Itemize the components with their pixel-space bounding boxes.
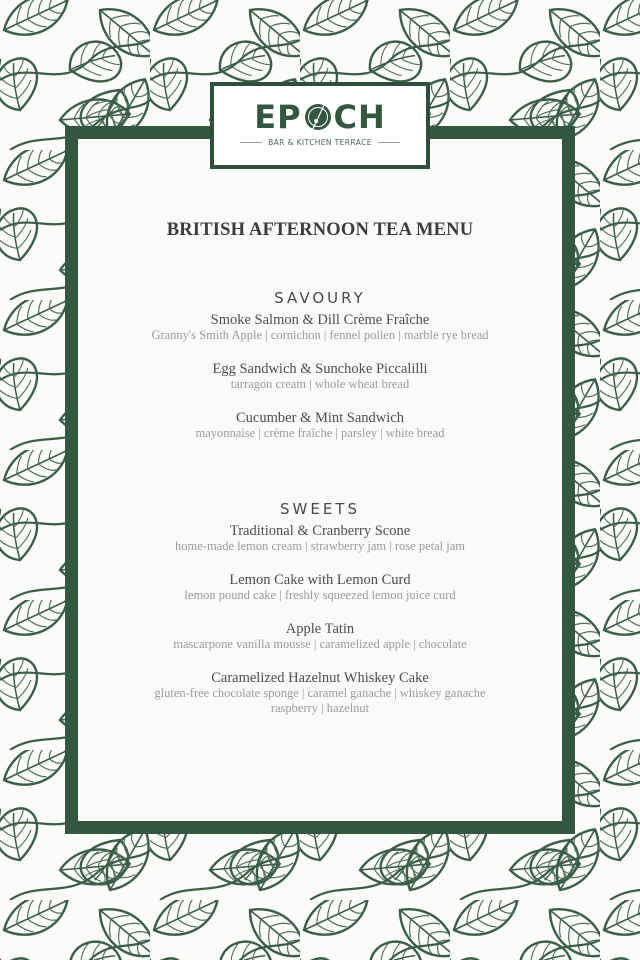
- menu-item-name: Cucumber & Mint Sandwich: [236, 410, 404, 426]
- menu-item-name: Egg Sandwich & Sunchoke Piccalilli: [212, 361, 428, 377]
- brand-wordmark-end: CH: [333, 98, 386, 136]
- compass-o-icon: [303, 103, 333, 131]
- menu-item-description: mascarpone vanilla mousse | caramelized apple | chocolate: [173, 637, 467, 651]
- menu-item-name: Smoke Salmon & Dill Crème Fraîche: [210, 312, 430, 328]
- menu-item: [78, 670, 562, 716]
- menu-item-name: Lemon Cake with Lemon Curd: [229, 572, 411, 588]
- menu-item-description-line2: raspberry | hazelnut: [270, 701, 370, 715]
- menu-item-description: gluten-free chocolate sponge | caramel ganache | whiskey ganache: [154, 686, 486, 700]
- menu-item-name: Caramelized Hazelnut Whiskey Cake: [211, 670, 429, 686]
- brand-wordmark: [214, 98, 426, 136]
- menu-item: [78, 523, 562, 554]
- section-heading-sweets: SWEETS: [280, 500, 360, 518]
- menu-item-name: Apple Tatin: [285, 621, 355, 637]
- menu-item: [78, 621, 562, 652]
- brand-tagline: BAR & KITCHEN TERRACE: [268, 138, 372, 147]
- menu-item-description: tarragon cream | whole wheat bread: [230, 377, 410, 391]
- menu-item-name: Traditional & Cranberry Scone: [229, 523, 411, 539]
- menu-item: [78, 361, 562, 392]
- menu-item: [78, 572, 562, 603]
- brand-wordmark-start: EP: [254, 98, 302, 136]
- menu-item-description: Granny's Smith Apple | cornichon | fennel pollen | marble rye bread: [151, 328, 489, 342]
- menu-item-description: mayonnaise | crème fraîche | parsley | white bread: [195, 426, 445, 440]
- menu-content: [78, 139, 562, 821]
- section-heading-savoury: SAVOURY: [274, 289, 366, 307]
- menu-item: [78, 410, 562, 441]
- menu-item-description: lemon pound cake | freshly squeezed lemon juice curd: [184, 588, 456, 602]
- menu-item-description: home-made lemon cream | strawberry jam | rose petal jam: [175, 539, 465, 553]
- menu-item: [78, 312, 562, 343]
- menu-title: BRITISH AFTERNOON TEA MENU: [166, 220, 474, 240]
